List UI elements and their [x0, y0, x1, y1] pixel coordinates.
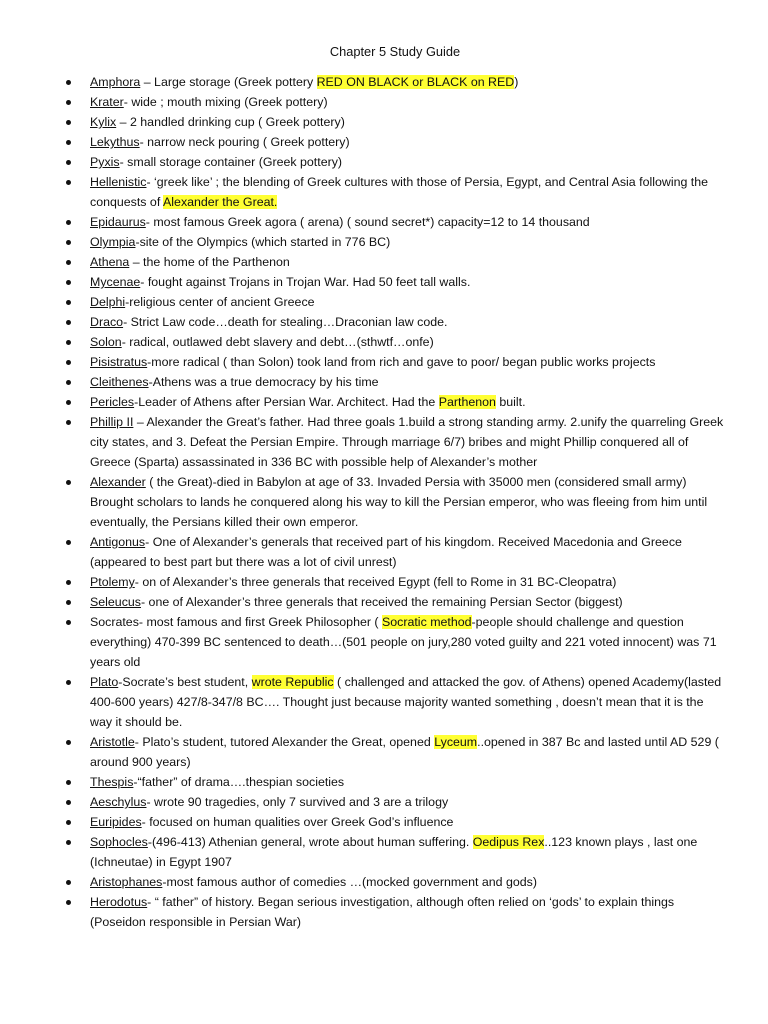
study-guide-entry — [62, 72, 728, 92]
study-guide-entry — [62, 792, 728, 812]
entry-term: Solon — [90, 335, 122, 349]
study-guide-entry — [62, 832, 728, 872]
entry-term: Krater — [90, 95, 124, 109]
study-guide-entry — [62, 352, 728, 372]
entry-text: - narrow neck pouring ( Greek pottery) — [139, 135, 350, 149]
entry-text: - on of Alexander’s three generals that received Egypt (fell to Rome in 31 BC-Cleopatra) — [134, 575, 617, 589]
entry-text: - focused on human qualities over Greek God’s influence — [141, 815, 454, 829]
entry-term: Epidaurus — [90, 215, 146, 229]
entry-term: Ptolemy — [90, 575, 135, 589]
entry-text: -“father” of drama….thespian societies — [133, 775, 345, 789]
study-guide-entry — [62, 292, 728, 312]
entry-text: - ‘greek like’ ; the blending of Greek cultures with those of Persia, Egypt, and Central Asia following the conquests of — [90, 175, 709, 209]
study-guide-entry — [62, 372, 728, 392]
entry-text: ..123 known plays , last one (Ichneutae) in Egypt 1907 — [90, 835, 698, 869]
entry-text: – Large storage (Greek pottery — [140, 75, 317, 89]
entry-text: - Strict Law code…death for stealing…Draconian law code. — [123, 315, 448, 329]
study-guide-entry — [62, 892, 728, 932]
entry-term: Aristotle — [90, 735, 135, 749]
study-guide-entry — [62, 212, 728, 232]
entry-text: - fought against Trojans in Trojan War. Had 50 feet tall walls. — [140, 275, 471, 289]
entry-highlight: Socratic method — [382, 615, 472, 629]
study-guide-entry — [62, 332, 728, 352]
entry-highlight: Alexander the Great. — [163, 195, 278, 209]
entry-text: - wide ; mouth mixing (Greek pottery) — [123, 95, 328, 109]
study-guide-entry — [62, 152, 728, 172]
entry-highlight: Parthenon — [438, 395, 496, 409]
entry-text: - most famous Greek agora ( arena) ( sound secret*) capacity=12 to 14 thousand — [145, 215, 590, 229]
entry-text: -site of the Olympics (which started in 776 BC) — [135, 235, 391, 249]
entry-term: Amphora — [90, 75, 141, 89]
entry-highlight: RED ON BLACK or BLACK on RED — [316, 75, 515, 89]
study-guide-entry — [62, 172, 728, 212]
entry-text: – Alexander the Great’s father. Had three goals 1.build a strong standing army. 2.unify the quarreling Greek city states, and 3. Defeat the Persian Empire. Through marriage 6/7) bribes and might Phillip conquered all of Greece (Sparta) assassinated in 336 BC with possible help of Alexander’s mother — [90, 415, 724, 469]
entry-term: Draco — [90, 315, 124, 329]
entry-term: Aristophanes — [90, 875, 163, 889]
study-guide-entry — [62, 472, 728, 532]
entry-term: Alexander — [90, 475, 146, 489]
study-guide-entry — [62, 112, 728, 132]
entry-text: -people should challenge and question everything) 470-399 BC sentenced to death…(501 people on jury,280 voted guilty and 221 voted innocent) was 71 years old — [90, 615, 717, 669]
entry-text: - Plato’s student, tutored Alexander the Great, opened — [134, 735, 435, 749]
entry-term: Plato — [90, 675, 119, 689]
page-title: Chapter 5 Study Guide — [329, 44, 461, 59]
entry-highlight: Oedipus Rex — [472, 835, 545, 849]
study-guide-entry — [62, 312, 728, 332]
entry-highlight: wrote Republic — [251, 675, 334, 689]
study-guide-list — [62, 72, 728, 932]
entry-term: Antigonus — [90, 535, 146, 549]
entry-text: - “ father” of history. Began serious investigation, although often relied on ‘gods’ to explain things (Poseidon responsible in Persian War) — [90, 895, 675, 929]
study-guide-entry — [62, 872, 728, 892]
study-guide-entry — [62, 412, 728, 472]
entry-text: - radical, outlawed debt slavery and debt…(sthwtf…onfe) — [121, 335, 434, 349]
entry-term: Aeschylus — [90, 795, 147, 809]
entry-text: - One of Alexander’s generals that received part of his kingdom. Received Macedonia and Greece (appeared to best part but there was a lot of civil unrest) — [90, 535, 682, 569]
study-guide-entry — [62, 392, 728, 412]
entry-text: -most famous author of comedies …(mocked government and gods) — [162, 875, 537, 889]
entry-highlight: Lyceum — [434, 735, 478, 749]
entry-term: Herodotus — [90, 895, 148, 909]
entry-text: - one of Alexander’s three generals that received the remaining Persian Sector (biggest) — [140, 595, 623, 609]
entry-term: Thespis — [90, 775, 134, 789]
entry-text: - small storage container (Greek pottery) — [119, 155, 343, 169]
entry-text: - wrote 90 tragedies, only 7 survived and 3 are a trilogy — [146, 795, 449, 809]
entry-text: -Socrate’s best student, — [118, 675, 252, 689]
entry-text: -Athens was a true democracy by his time — [148, 375, 379, 389]
entry-term: Mycenae — [90, 275, 141, 289]
entry-text: ..opened in 387 Bc and lasted until AD 529 ( around 900 years) — [90, 735, 719, 769]
study-guide-entry — [62, 572, 728, 592]
entry-text: ( challenged and attacked the gov. of Athens) opened Academy(lasted 400-600 years) 427/8-347/8 BC…. Thought just because majority wanted something , doesn’t mean that it is the way it should be. — [90, 675, 722, 729]
study-guide-entry — [62, 272, 728, 292]
entry-term: Pericles — [90, 395, 135, 409]
entry-text: ) — [514, 75, 519, 89]
study-guide-entry — [62, 772, 728, 792]
entry-text: built. — [495, 395, 526, 409]
entry-text: – the home of the Parthenon — [129, 255, 290, 269]
study-guide-entry — [62, 612, 728, 672]
entry-text: -more radical ( than Solon) took land from rich and gave to poor/ began public works projects — [147, 355, 656, 369]
entry-term: Pyxis — [90, 155, 120, 169]
study-guide-entry — [62, 532, 728, 572]
entry-term: Seleucus — [90, 595, 141, 609]
entry-text: -religious center of ancient Greece — [125, 295, 315, 309]
study-guide-entry — [62, 132, 728, 152]
study-guide-entry — [62, 252, 728, 272]
study-guide-entry — [62, 732, 728, 772]
entry-term: Pisistratus — [90, 355, 148, 369]
study-guide-entry — [62, 672, 728, 732]
entry-term: Phillip II — [90, 415, 134, 429]
entry-term: Cleithenes — [90, 375, 149, 389]
entry-term: Hellenistic — [90, 175, 147, 189]
entry-text: – 2 handled drinking cup ( Greek pottery) — [116, 115, 345, 129]
entry-text: Socrates- most famous and first Greek Philosopher ( — [90, 615, 382, 629]
study-guide-entry — [62, 92, 728, 112]
entry-text: -(496-413) Athenian general, wrote about human suffering. — [147, 835, 473, 849]
entry-term: Sophocles — [90, 835, 148, 849]
study-guide-entry — [62, 232, 728, 252]
entry-text: ( the Great)-died in Babylon at age of 33. Invaded Persia with 35000 men (considered small army) Brought scholars to lands he conquered along his way to kill the Persian emperor, who was fleeing from him until eventually, the Persians killed their own emperor. — [90, 475, 708, 529]
entry-term: Lekythus — [90, 135, 140, 149]
entry-text: -Leader of Athens after Persian War. Architect. Had the — [134, 395, 439, 409]
entry-term: Olympia — [90, 235, 136, 249]
study-guide-entry — [62, 592, 728, 612]
entry-term: Euripides — [90, 815, 142, 829]
study-guide-entry — [62, 812, 728, 832]
entry-term: Kylix — [90, 115, 117, 129]
entry-term: Athena — [90, 255, 130, 269]
entry-term: Delphi — [90, 295, 126, 309]
